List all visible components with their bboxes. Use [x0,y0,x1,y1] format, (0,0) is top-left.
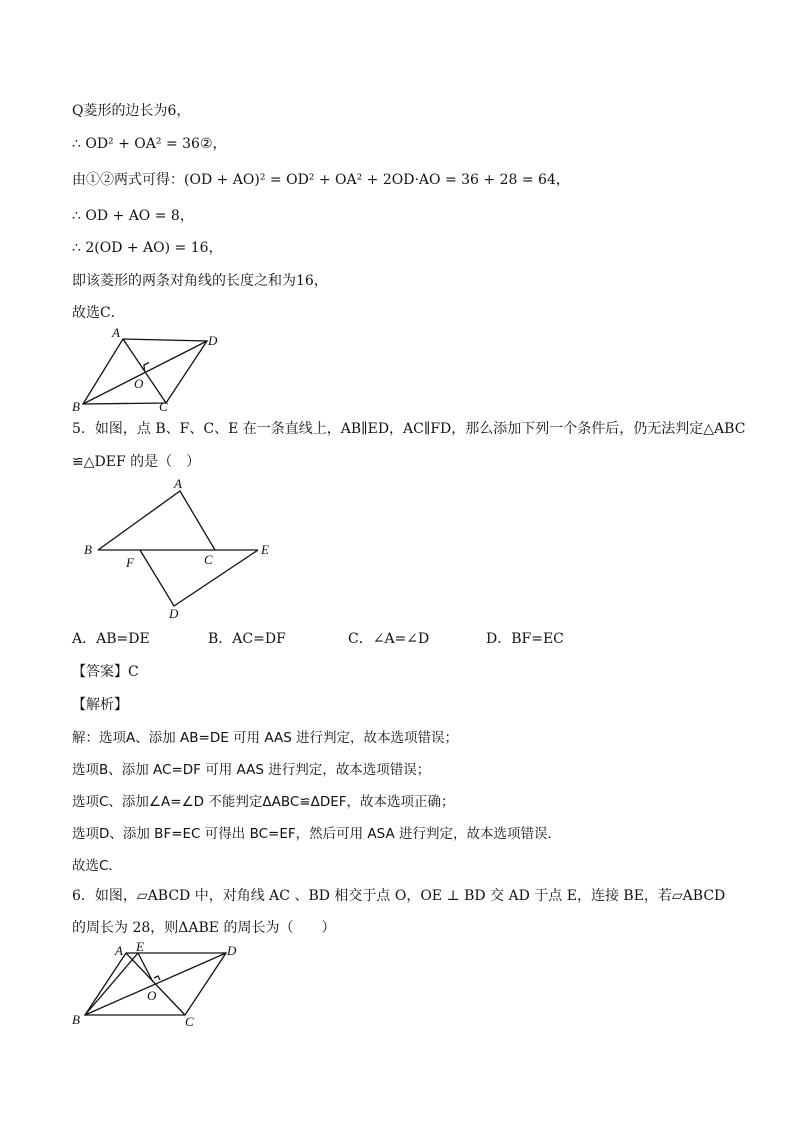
question-5-line-1: 5．如图，点 B、F、C、E 在一条直线上，AB∥ED，AC∥FD，那么添加下列一个条件后，仍无法判定△ABC [72,421,746,437]
solution-line: 解：选项A、添加 AB=DE 可用 AAS 进行判定，故本选项错误； [72,730,459,746]
solution-line: 故选C． [72,858,122,874]
label-C: C [204,552,213,567]
label-O: O [147,988,157,1003]
solution-line: 选项D、添加 BF=EC 可得出 BC=EF，然后可用 ASA 进行判定，故本选项错误． [72,826,561,842]
analysis-label: 【解析】 [72,697,128,713]
solution-line: 选项B、添加 AC=DF 可用 AAS 进行判定，故本选项错误； [72,762,431,778]
text-line: 即该菱形的两条对角线的长度之和为16， [72,273,328,289]
label-D: D [227,943,237,958]
question-5-line-2: ≌△DEF 的是（ ） [72,454,201,470]
question-6-line-1: 6．如图，▱ABCD 中，对角线 AC 、BD 相交于点 O，OE ⊥ BD 交 AD 于点 E，连接 BE，若▱ABCD [72,888,726,904]
label-A: A [174,476,182,491]
label-C: C [159,399,168,414]
option-d: D．BF=EC [486,631,564,647]
label-E: E [136,939,144,954]
label-A: A [115,943,123,958]
label-B: B [84,542,92,557]
label-D: D [169,606,179,621]
label-E: E [261,542,269,557]
option-b: B．AC=DF [208,631,286,647]
text-line: ∴ OD + AO = 8， [72,208,194,224]
parallelogram-figure [68,938,248,1033]
label-O: O [134,376,144,391]
rhombus-figure [68,325,238,415]
label-A: A [112,325,120,340]
label-F: F [126,555,134,570]
solution-line: 选项C、添加∠A=∠D 不能判定ΔABC≌ΔDEF，故本选项正确； [72,794,455,810]
label-D: D [208,333,218,348]
text-line: ∴ OD² + OA² = 36②， [72,136,227,152]
option-c: C．∠A=∠D [348,631,430,647]
label-C: C [185,1014,194,1029]
label-B: B [72,1012,80,1027]
text-line: ∴ 2(OD + AO) = 16， [72,240,223,256]
text-line: 故选C． [72,305,125,321]
option-a: A．AB=DE [72,631,150,647]
question-6-line-2: 的周长为 28，则ΔABE 的周长为（ ） [72,920,336,936]
label-B: B [72,399,80,414]
answer-label: 【答案】C [72,664,139,680]
triangles-figure [80,474,280,624]
text-line: Q菱形的边长为6， [72,103,191,119]
text-line: 由①②两式可得：(OD + AO)² = OD² + OA² + 2OD·AO = 36 + 28 = 64， [72,172,570,188]
